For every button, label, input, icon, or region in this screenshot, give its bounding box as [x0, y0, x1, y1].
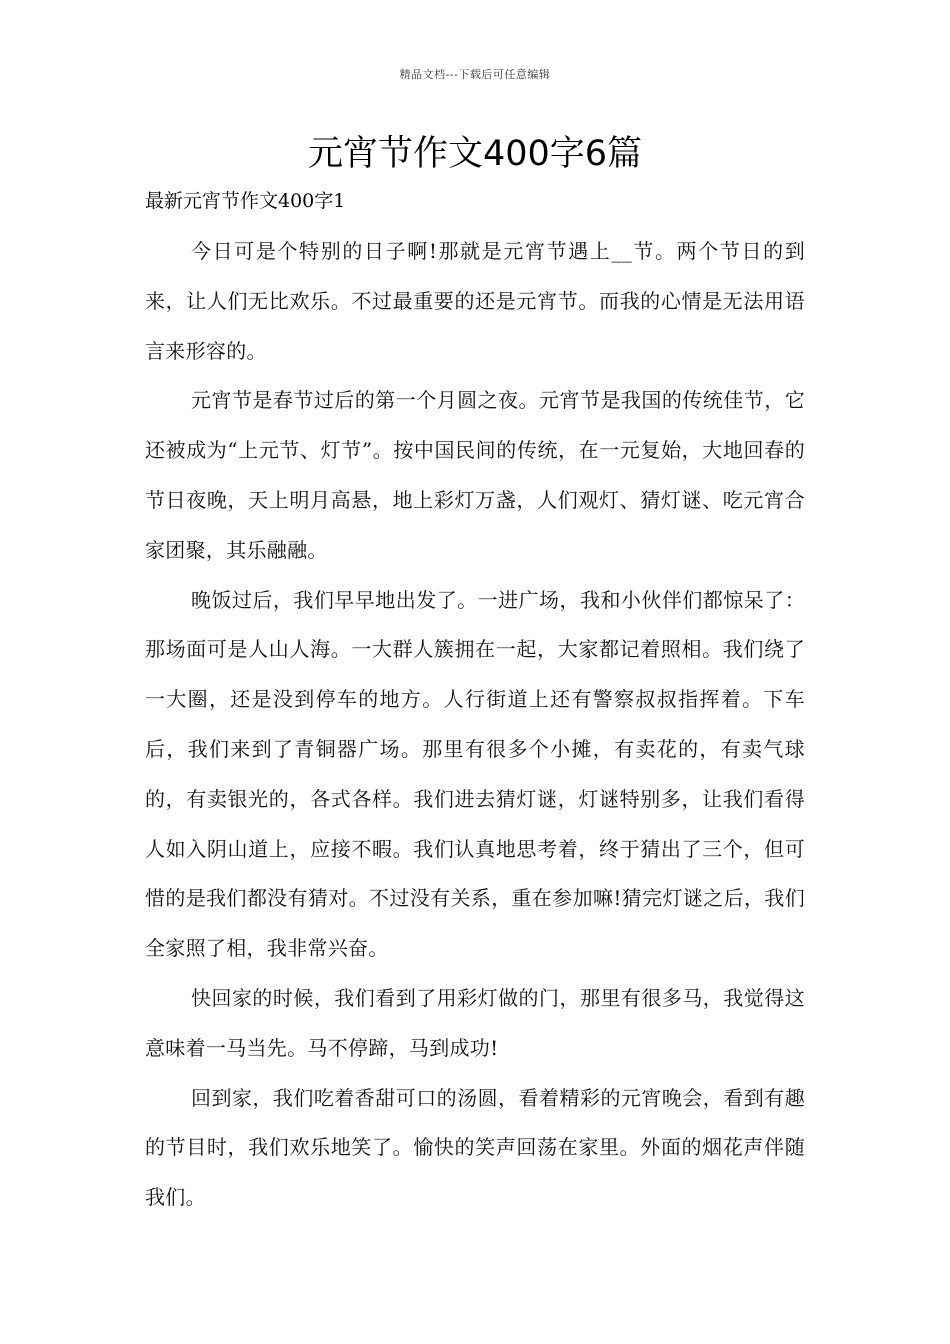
paragraph: 元宵节是春节过后的第一个月圆之夜。元宵节是我国的传统佳节，它还被成为“上元节、灯节”。按中国民间的传统，在一元复始，大地回春的节日夜晚，天上明月高悬，地上彩灯万盏，人们观灯、猜灯谜、吃元宵合家团聚，其乐融融。 [145, 388, 805, 562]
paragraph: 今日可是个特别的日子啊!那就是元宵节遇上__节。两个节日的到来，让人们无比欢乐。不过最重要的还是元宵节。而我的心情是无法用语言来形容的。 [145, 239, 805, 363]
paragraph: 回到家，我们吃着香甜可口的汤圆，看着精彩的元宵晚会，看到有趣的节目时，我们欢乐地笑了。愉快的笑声回荡在家里。外面的烟花声伴随我们。 [145, 1085, 805, 1210]
paragraph: 晚饭过后，我们早早地出发了。一进广场，我和小伙伴们都惊呆了：那场面可是人山人海。一大群人簇拥在一起，大家都记着照相。我们绕了一大圈，还是没到停车的地方。人行街道上还有警察叔叔指挥着。下车后，我们来到了青铜器广场。那里有很多个小摊，有卖花的，有卖气球的，有卖银光的，各式各样。我们进去猜灯谜，灯谜特别多，让我们看得人如入阴山道上，应接不暇。我们认真地思考着，终于猜出了三个，但可惜的是我们都没有猜对。不过没有关系，重在参加嘛!猜完灯谜之后，我们全家照了相，我非常兴奋。 [145, 587, 805, 961]
paragraph: 快回家的时候，我们看到了用彩灯做的门，那里有很多马，我觉得这意味着一马当先。马不停蹄，马到成功! [145, 985, 805, 1060]
section-heading: 最新元宵节作文400字1 [145, 190, 346, 212]
document-title: 元宵节作文400字6篇 [307, 134, 643, 174]
header-note: 精品文档---下载后可任意编辑 [399, 68, 551, 81]
article-body [145, 227, 805, 1223]
